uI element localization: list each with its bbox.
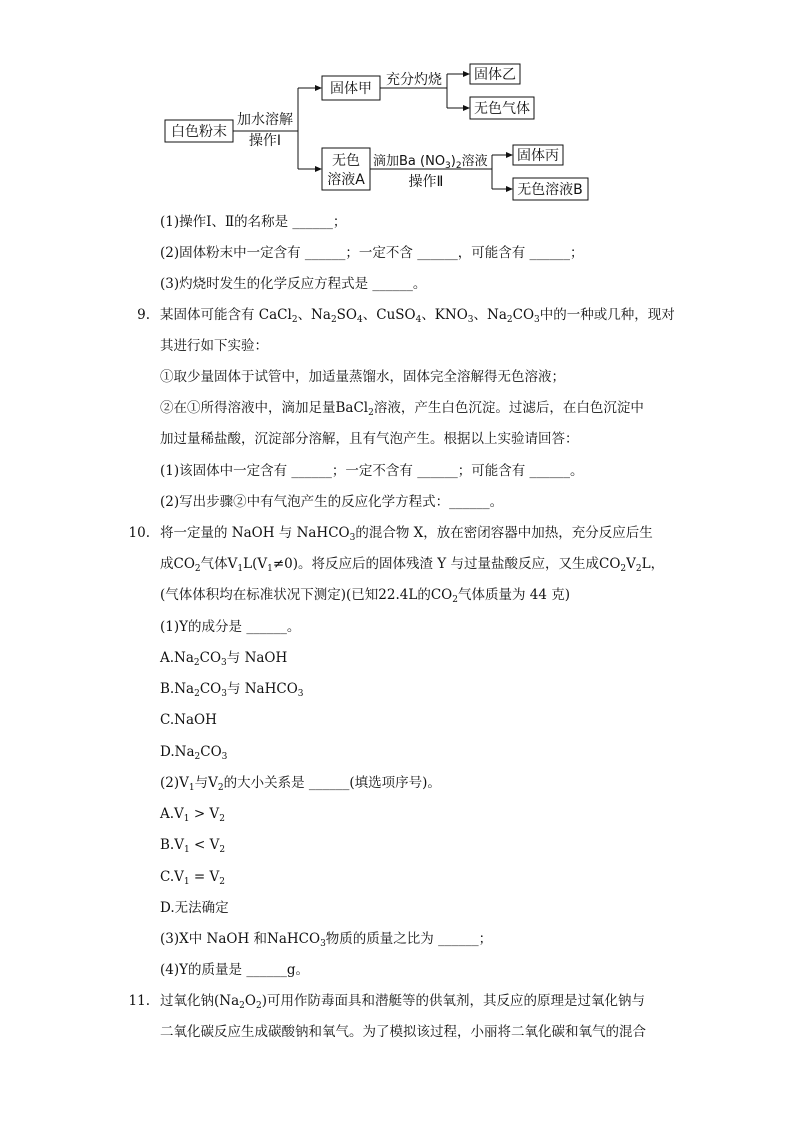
arrow-head	[315, 85, 322, 91]
q10-option-b1: $B.Na_2CO_3$与 NaHCO$_3$	[160, 681, 304, 699]
q8-part2: (2)固体粉末中一定含有 ______；一定不含 ______，可能含有 ______；	[160, 245, 584, 261]
q9-line2: 其进行如下实验：	[160, 338, 268, 354]
q9-line3: ①取少量固体于试管中，加适量蒸馏水，固体完全溶解得无色溶液；	[160, 369, 565, 385]
flow-diagram	[0, 0, 794, 215]
q9-number: 9.	[137, 307, 150, 323]
label-solid-jia: 固体甲	[330, 81, 372, 97]
arrow-head	[315, 166, 322, 172]
label-solid-yi: 固体乙	[474, 67, 516, 83]
arrow-head	[463, 71, 470, 77]
label-operation-1: 操作Ⅰ	[248, 133, 282, 149]
label-white-powder: 白色粉末	[171, 124, 227, 140]
q10-option-c1: C.NaOH	[160, 712, 217, 728]
q11-line2: 二氧化碳反应生成碳酸钠和氧气。为了模拟该过程，小丽将二氧化碳和氧气的混合	[160, 1024, 646, 1040]
q9-line7: (2)写出步骤②中有气泡产生的反应化学方程式：______。	[160, 494, 504, 510]
label-add-ba-nitrate: 滴加Ba $(NO_3)_2$溶液	[373, 154, 488, 171]
q10-line3: (气体体积均在标准状况下测定)(已知22.4L的$CO_2$气体质量为 44 克)	[160, 587, 570, 605]
q10-option-a2: $A.V_1 > V_2$	[160, 806, 225, 824]
q10-option-c2: $C.V_1 = V_2$	[160, 869, 226, 887]
q10-sub3: (3)X中 NaOH 和NaHCO$_3$物质的质量之比为 ______；	[160, 931, 493, 949]
q11-line1: 过氧化钠$(Na_2O_2)$可用作防毒面具和潜艇等的供氧剂，其反应的原理是过氧化钠与	[160, 993, 645, 1011]
arrow-head	[506, 186, 513, 192]
q11-number: 11.	[128, 993, 150, 1009]
label-colorless-gas: 无色气体	[474, 101, 530, 117]
q9-line4: ②在①所得溶液中，滴加足量BaCl$_2$溶液，产生白色沉淀。过滤后，在白色沉淀中	[160, 400, 644, 418]
q9-line5: 加过量稀盐酸，沉淀部分溶解，且有气泡产生。根据以上实验请回答：	[160, 431, 579, 447]
label-solid-bing: 固体丙	[517, 148, 559, 164]
arrow-head	[463, 105, 470, 111]
q10-option-b2: $B.V_1 < V_2$	[160, 837, 226, 855]
q10-option-a1: $A.Na_2CO_3$与 NaOH	[160, 650, 288, 668]
label-burn: 充分灼烧	[386, 72, 442, 88]
q9-line6: (1)该固体中一定含有 ______；一定不含有 ______；可能含有 ______。	[160, 463, 584, 479]
label-solution-a: 溶液A	[327, 172, 365, 188]
q8-part3: (3)灼烧时发生的化学反应方程式是 ______。	[160, 276, 427, 292]
q10-number: 10.	[128, 525, 150, 541]
q10-sub1: (1)Y的成分是 ______。	[160, 619, 301, 635]
q10-option-d2: D.无法确定	[160, 900, 229, 916]
label-solution-b: 无色溶液B	[517, 182, 583, 198]
q9-line1: 某固体可能含有 CaCl$_2$、$Na_2SO_4$、CuSO$_4$、$KNO_3$、$Na_2CO_3$中的一种或几种，现对	[160, 307, 675, 325]
q10-line2: 成$CO_2$气体$V_1L(V_1\ne 0)$。将反应后的固体残渣 Y 与过量盐酸反应，又生成$CO_2V_2L$，	[160, 556, 665, 574]
q10-sub2: $(2)V_1$与$V_2$的大小关系是 ______(填选项序号)。	[160, 775, 441, 793]
arrow-head	[506, 152, 513, 158]
q10-option-d1: $D.Na_2CO_3$	[160, 744, 228, 762]
label-colorless: 无色	[332, 153, 360, 169]
q10-line1: 将一定量的 NaOH 与 NaHCO$_3$的混合物 X，放在密闭容器中加热，充分反应后生	[160, 525, 653, 543]
q10-sub4: (4)Y的质量是 ______g。	[160, 962, 309, 978]
label-add-water: 加水溶解	[237, 112, 293, 128]
q8-part1: (1)操作Ⅰ、Ⅱ的名称是 ______；	[160, 214, 347, 230]
label-operation-2: 操作Ⅱ	[408, 174, 444, 190]
